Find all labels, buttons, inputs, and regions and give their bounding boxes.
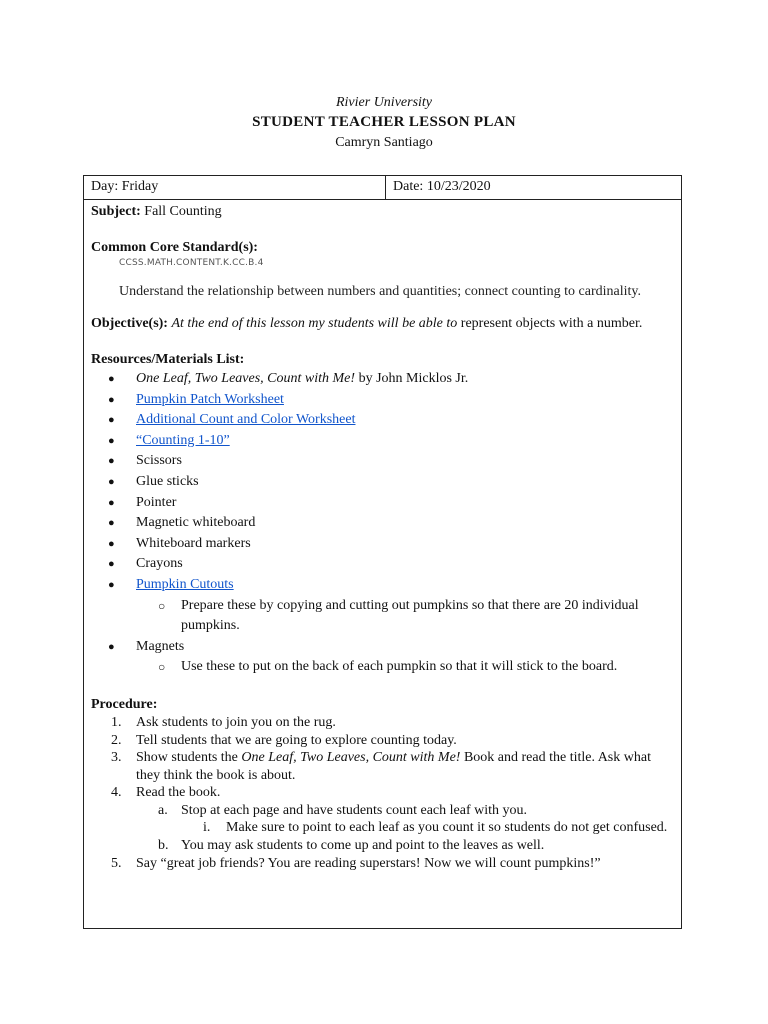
list-item xyxy=(91,493,674,514)
list-item xyxy=(91,390,674,411)
list-item-text: Magnetic whiteboard xyxy=(136,515,256,531)
document-header xyxy=(0,93,768,153)
list-item xyxy=(91,410,674,431)
list-item-text: Whiteboard markers xyxy=(136,535,251,551)
objective-text: represent objects with a number. xyxy=(460,316,643,331)
list-item-text: Prepare these by copying and cutting out pumpkins so that there are 20 individual pumpkins. xyxy=(181,597,639,634)
bullet-icon: ● xyxy=(108,475,115,488)
step-number: 1. xyxy=(111,714,122,730)
substep-letter: a. xyxy=(158,802,168,818)
step-text: Tell students that we are going to explore counting today. xyxy=(136,732,457,748)
pumpkin-patch-worksheet-link[interactable]: Pumpkin Patch Worksheet xyxy=(136,391,284,407)
author-name: Camryn Santiago xyxy=(335,135,433,150)
spacer xyxy=(91,302,674,314)
list-item xyxy=(91,369,674,390)
step-text: Ask students to join you on the rug. xyxy=(136,714,336,730)
spacer xyxy=(91,333,674,350)
procedure-label: Procedure: xyxy=(91,696,158,712)
list-item-text: Crayons xyxy=(136,556,183,572)
list-item xyxy=(91,472,674,493)
book-title: One Leaf, Two Leaves, Count with Me! xyxy=(136,371,356,386)
step-text-post: Book and read the title. Ask what they think the book is about. xyxy=(136,750,651,783)
university-name: Rivier University xyxy=(335,95,433,110)
step-number: 5. xyxy=(111,855,122,871)
cutouts-sublist xyxy=(91,596,674,637)
spacer xyxy=(91,678,674,695)
bullet-icon: ● xyxy=(108,455,115,468)
lesson-plan-table xyxy=(83,175,682,929)
standard-code: CCSS.MATH.CONTENT.K.CC.B.4 xyxy=(119,258,264,268)
list-item xyxy=(91,451,674,472)
substep-text: You may ask students to come up and point to the leaves as well. xyxy=(181,838,545,854)
procedure-subsubstep xyxy=(91,819,674,837)
magnets-list xyxy=(91,637,674,658)
spacer xyxy=(91,221,674,238)
step-number: 3. xyxy=(111,750,122,766)
step-text: Read the book. xyxy=(136,785,221,801)
list-item-text: Glue sticks xyxy=(136,473,199,489)
resources-list xyxy=(91,369,674,596)
bullet-icon: ● xyxy=(108,373,115,385)
date-cell: Date: 10/23/2020 xyxy=(393,179,491,194)
step-number: 4. xyxy=(111,785,122,801)
bullet-icon: ● xyxy=(108,517,115,530)
list-item xyxy=(91,534,674,555)
objective-lead: At the end of this lesson my students will be able to xyxy=(171,316,458,331)
procedure-subsubsteps xyxy=(91,819,674,837)
list-item xyxy=(91,513,674,534)
list-item xyxy=(91,575,674,596)
bullet-icon: ● xyxy=(108,414,115,427)
resources-label: Resources/Materials List: xyxy=(91,352,245,367)
procedure-step xyxy=(91,855,674,873)
objective-line xyxy=(91,314,674,333)
standard-text: Understand the relationship between numbers and quantities; connect counting to cardinality. xyxy=(119,284,641,299)
circle-bullet-icon: ○ xyxy=(158,660,166,675)
list-item-text: Pointer xyxy=(136,494,177,510)
list-item xyxy=(91,554,674,575)
step-text-pre: Show students the xyxy=(136,750,238,766)
list-item xyxy=(91,431,674,452)
procedure-substep xyxy=(91,837,674,855)
bullet-icon: ● xyxy=(108,496,115,509)
substep-text: Stop at each page and have students count each leaf with you. xyxy=(181,802,527,818)
subsubstep-numeral: i. xyxy=(203,820,211,836)
procedure-substeps xyxy=(91,837,674,855)
step-book-title: One Leaf, Two Leaves, Count with Me! xyxy=(241,750,461,766)
procedure-substep xyxy=(91,802,674,820)
bullet-icon: ● xyxy=(108,537,115,550)
book-author: by John Micklos Jr. xyxy=(358,371,469,386)
objective-label: Objective(s): xyxy=(91,316,168,331)
magnets-sublist xyxy=(91,657,674,678)
procedure-step xyxy=(91,784,674,802)
standards-label: Common Core Standard(s): xyxy=(91,240,258,255)
procedure-list xyxy=(91,714,674,802)
bullet-icon: ● xyxy=(108,578,115,591)
pumpkin-cutouts-link[interactable]: Pumpkin Cutouts xyxy=(136,576,234,592)
subject-value: Fall Counting xyxy=(144,204,222,219)
list-item-text: Use these to put on the back of each pumpkin so that it will stick to the board. xyxy=(181,659,618,675)
procedure-step xyxy=(91,714,674,732)
document-title: STUDENT TEACHER LESSON PLAN xyxy=(252,114,516,130)
circle-bullet-icon: ○ xyxy=(158,598,166,613)
counting-video-link[interactable]: “Counting 1-10” xyxy=(136,432,230,448)
list-item xyxy=(91,596,674,637)
substep-letter: b. xyxy=(158,838,169,854)
bullet-icon: ● xyxy=(108,558,115,571)
list-item xyxy=(91,637,674,658)
subject-line xyxy=(91,202,674,221)
lesson-body xyxy=(84,200,681,872)
day-cell: Day: Friday xyxy=(84,176,386,199)
procedure-step xyxy=(91,732,674,750)
count-and-color-worksheet-link[interactable]: Additional Count and Color Worksheet xyxy=(136,412,356,428)
procedure-step xyxy=(91,749,674,784)
list-item-text: Magnets xyxy=(136,638,185,654)
bullet-icon: ● xyxy=(108,434,115,447)
step-text: Say “great job friends? You are reading superstars! Now we will count pumpkins!” xyxy=(136,855,601,871)
step-number: 2. xyxy=(111,732,122,748)
bullet-icon: ● xyxy=(108,640,115,653)
bullet-icon: ● xyxy=(108,393,115,406)
list-item-text: Scissors xyxy=(136,453,182,469)
list-item xyxy=(91,657,674,678)
procedure-substeps xyxy=(91,802,674,820)
day-date-row xyxy=(84,176,681,200)
procedure-list xyxy=(91,855,674,873)
subsubstep-text: Make sure to point to each leaf as you count it so students do not get confused. xyxy=(226,820,668,836)
subject-label: Subject: xyxy=(91,204,141,219)
